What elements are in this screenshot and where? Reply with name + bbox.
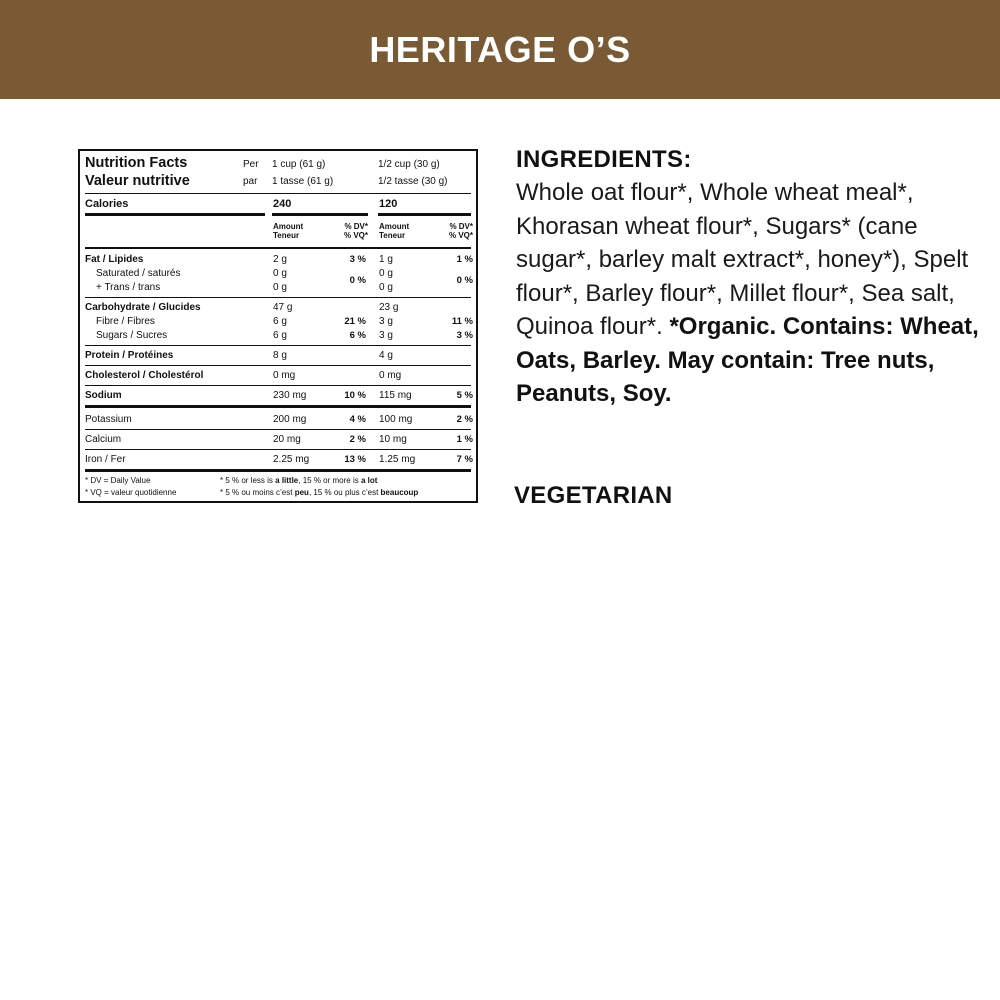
- per-label-en: Per: [243, 159, 259, 170]
- fat-d1: 3 %: [349, 254, 366, 265]
- protein-v2: 4 g: [379, 350, 393, 361]
- calcium-d2: 1 %: [456, 434, 473, 445]
- nutrition-facts-table: [78, 149, 478, 503]
- serving1-fr: 1 tasse (61 g): [272, 176, 334, 187]
- saturated-v1: 0 g: [273, 268, 287, 279]
- divider: [85, 345, 471, 346]
- protein-label: Protein / Protéines: [85, 350, 174, 361]
- calcium-v2: 10 mg: [379, 434, 407, 445]
- sugars-d1: 6 %: [349, 330, 366, 341]
- vegetarian-label: VEGETARIAN: [514, 482, 673, 509]
- divider: [85, 365, 471, 366]
- calcium-d1: 2 %: [349, 434, 366, 445]
- sugars-d2: 3 %: [456, 330, 473, 341]
- divider: [85, 449, 471, 450]
- ingredients-list: Whole oat flour*, Whole wheat meal*, Khorasan wheat flour*, Sugars* (cane sugar*, barley malt extract*, honey*), Spelt flour*, Barley flour*, Millet flour*, Sea salt, Quinoa flour*.: [516, 179, 969, 340]
- dv-header-2: % DV* % VQ*: [448, 222, 473, 241]
- potassium-label: Potassium: [85, 414, 132, 425]
- dv-header-1: % DV* % VQ*: [343, 222, 368, 241]
- footnote-vq-def: * VQ = valeur quotidienne: [85, 488, 177, 497]
- sugars-v2: 3 g: [379, 330, 393, 341]
- footnote-dv-def: * DV = Daily Value: [85, 476, 151, 485]
- calcium-v1: 20 mg: [273, 434, 301, 445]
- iron-d1: 13 %: [344, 454, 366, 465]
- potassium-d2: 2 %: [456, 414, 473, 425]
- potassium-v1: 200 mg: [273, 414, 307, 425]
- divider: [85, 297, 471, 298]
- header-banner: [0, 0, 1000, 99]
- per-label-fr: par: [243, 176, 258, 187]
- divider: [85, 247, 471, 249]
- potassium-d1: 4 %: [349, 414, 366, 425]
- fibre-d1: 21 %: [344, 316, 366, 327]
- iron-v2: 1.25 mg: [379, 454, 416, 465]
- serving1-en: 1 cup (61 g): [272, 159, 326, 170]
- nutrition-title-en: Nutrition Facts: [85, 155, 188, 171]
- fat-d2: 1 %: [456, 254, 473, 265]
- fat-v2: 1 g: [379, 254, 393, 265]
- trans-v2: 0 g: [379, 282, 393, 293]
- footnote-fr: * 5 % ou moins c’est peu, 15 % ou plus c’est beaucoup: [220, 488, 419, 497]
- fibre-d2: 11 %: [451, 316, 473, 327]
- ingredients-text: [516, 176, 986, 411]
- protein-v1: 8 g: [273, 350, 287, 361]
- fibre-v1: 6 g: [273, 316, 287, 327]
- saturated-label: Saturated / saturés: [96, 268, 181, 279]
- divider: [85, 193, 471, 194]
- sat-trans-d2: 0 %: [456, 275, 473, 286]
- fibre-v2: 3 g: [379, 316, 393, 327]
- sodium-d2: 5 %: [456, 390, 473, 401]
- divider: [85, 385, 471, 386]
- iron-v1: 2.25 mg: [273, 454, 310, 465]
- carb-v2: 23 g: [379, 302, 399, 313]
- divider: [85, 405, 471, 408]
- divider: [85, 429, 471, 430]
- trans-v1: 0 g: [273, 282, 287, 293]
- fibre-label: Fibre / Fibres: [96, 316, 155, 327]
- divider: [378, 213, 471, 216]
- amount-header-1: Amount Teneur: [273, 222, 304, 241]
- calcium-label: Calcium: [85, 434, 122, 445]
- trans-label: + Trans / trans: [96, 282, 161, 293]
- may-contain-allergens: May contain: Tree nuts, Peanuts, Soy.: [516, 346, 935, 407]
- carb-v1: 47 g: [273, 302, 293, 313]
- calories-halfcup: 120: [379, 198, 398, 210]
- carb-label: Carbohydrate / Glucides: [85, 302, 201, 313]
- iron-d2: 7 %: [456, 454, 473, 465]
- divider: [272, 213, 368, 216]
- cholesterol-v2: 0 mg: [379, 370, 402, 381]
- sodium-v1: 230 mg: [273, 390, 307, 401]
- saturated-v2: 0 g: [379, 268, 393, 279]
- cholesterol-v1: 0 mg: [273, 370, 296, 381]
- sodium-label: Sodium: [85, 390, 122, 401]
- ingredients-panel: [516, 144, 986, 411]
- sugars-label: Sugars / Sucres: [96, 330, 168, 341]
- sat-trans-d1: 0 %: [349, 275, 366, 286]
- footnote-en: * 5 % or less is a little, 15 % or more is a lot: [220, 476, 378, 485]
- iron-label: Iron / Fer: [85, 454, 126, 465]
- fat-v1: 2 g: [273, 254, 287, 265]
- ingredients-title: INGREDIENTS:: [516, 146, 692, 173]
- cholesterol-label: Cholesterol / Cholestérol: [85, 370, 204, 381]
- fat-label: Fat / Lipides: [85, 254, 144, 265]
- calories-1cup: 240: [273, 198, 292, 210]
- nutrition-title-fr: Valeur nutritive: [85, 173, 190, 189]
- potassium-v2: 100 mg: [379, 414, 413, 425]
- serving2-fr: 1/2 tasse (30 g): [378, 176, 448, 187]
- amount-header-2: Amount Teneur: [379, 222, 410, 241]
- product-title: HERITAGE O’S: [369, 28, 631, 70]
- divider: [85, 213, 265, 216]
- contains-allergens: Contains: Wheat, Oats, Barley.: [516, 313, 979, 374]
- serving2-en: 1/2 cup (30 g): [378, 159, 440, 170]
- sugars-v1: 6 g: [273, 330, 287, 341]
- calories-label: Calories: [85, 198, 129, 210]
- sodium-d1: 10 %: [344, 390, 366, 401]
- sodium-v2: 115 mg: [379, 390, 412, 401]
- organic-note: *Organic.: [669, 313, 777, 340]
- divider: [85, 469, 471, 472]
